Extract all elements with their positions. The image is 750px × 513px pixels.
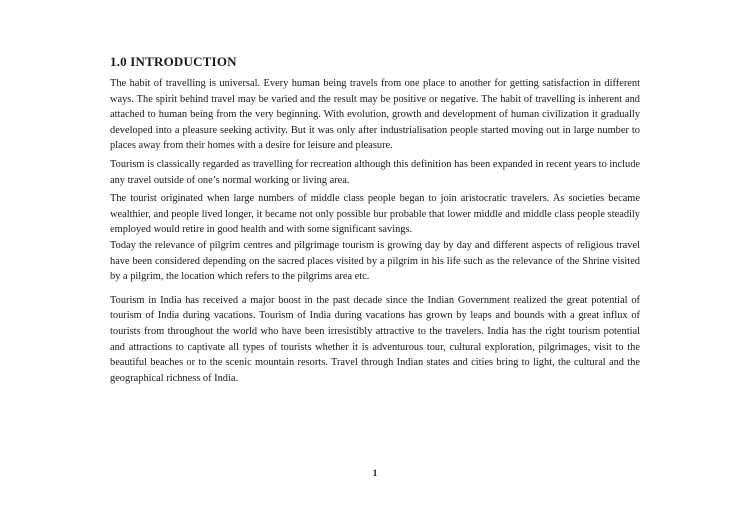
paragraph-tourism-definition: Tourism is classically regarded as travelling for recreation although this definition has been expanded in recent years to include any travel outside of one’s normal working or living area. (110, 158, 640, 186)
document-page (110, 54, 640, 386)
section-heading: 1.0 INTRODUCTION (110, 54, 237, 69)
page-number: 1 (372, 469, 378, 479)
paragraph-tourist-origin: The tourist originated when large numbers of middle class people began to join aristocratic travelers. As societies became wealthier, and people lived longer, it became not only possible bur probable that lower middle and middle class people steadily employed would retire in good health and with some significant savings. (110, 193, 640, 236)
paragraph-travel-habit: The habit of travelling is universal. Every human being travels from one place to another for getting satisfaction in different ways. The spirit behind travel may be varied and the result may be positive or negative. The habit of travelling is inherent and attached to human being from the very beginning. With evolution, growth and development of human civilization it gradually developed into a pleasure seeking activity. But it was only after industrialisation people started moving out in large number to places away from their homes with a desire for leisure and pleasure. (110, 78, 640, 152)
paragraph-pilgrimage-tourism: Today the relevance of pilgrim centres and pilgrimage tourism is growing day by day and different aspects of religious travel have been considered depending on the sacred places visited by a pilgrim in his life such as the relevance of the Shrine visited by a pilgrim, the location which refers to the pilgrims area etc. (110, 239, 640, 283)
paragraph-tourism-india: Tourism in India has received a major boost in the past decade since the Indian Government realized the great potential of tourism of India during vacations. Tourism of India during vacations has grown by leaps and bounds with a great influx of tourists from throughout the world who have been irresistibly attractive to the travelers. India has the right tourism potential and attractions to captivate all types of tourists whether it is adventurous tour, cultural exploration, pilgrimages, visit to the beautiful beaches or to the scenic mountain resorts. Travel through Indian states and cities bring to light, the cultural and the geographical richness of India. (110, 294, 640, 384)
